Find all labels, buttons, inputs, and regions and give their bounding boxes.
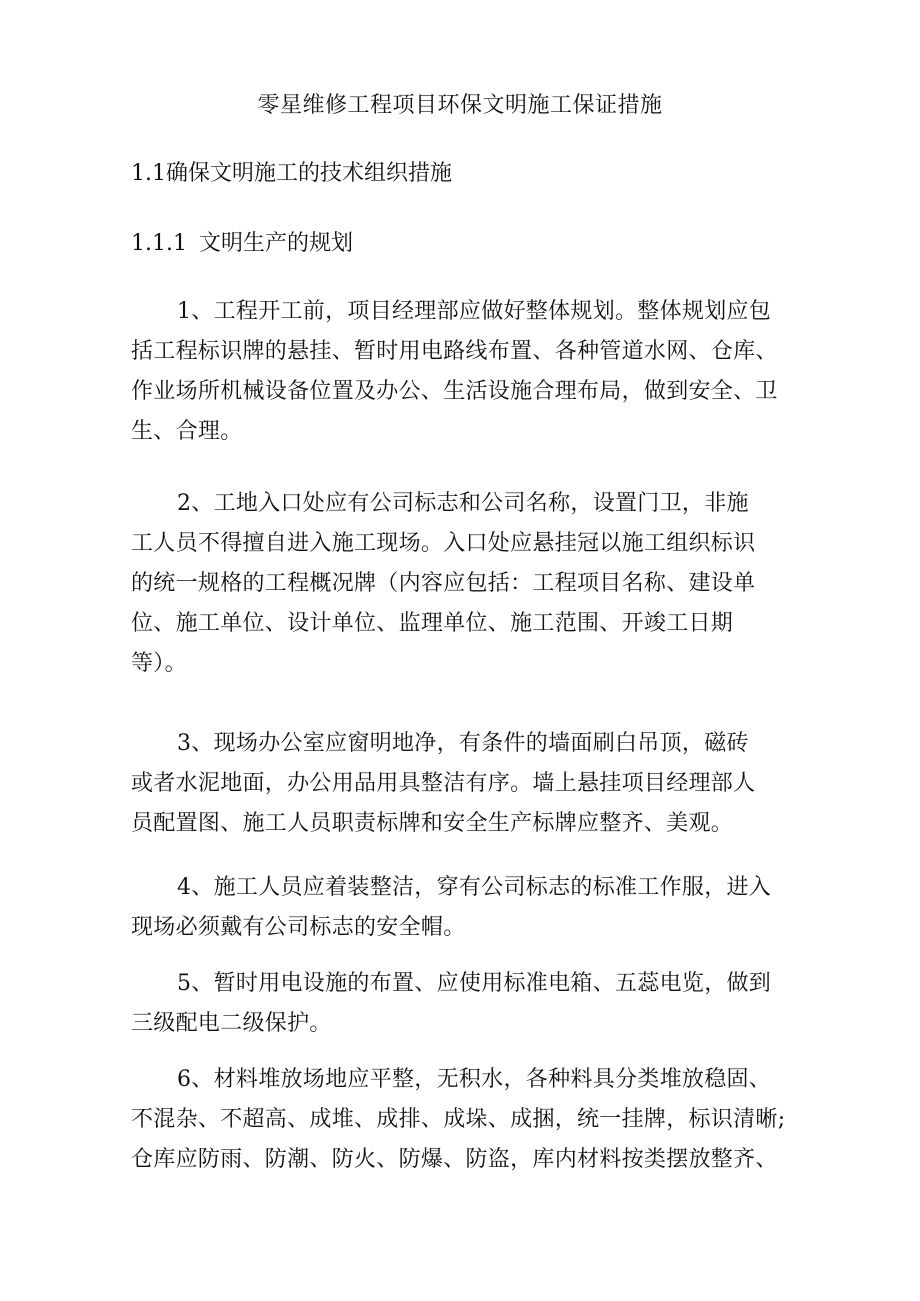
paragraph-line: 5、暂时用电设施的布置、应使用标准电箱、五蕊电览，做到: [177, 971, 772, 996]
paragraph-line: 括工程标识牌的悬挂、暂时用电路线布置、各种管道水网、仓库、: [131, 339, 778, 364]
paragraph-5: [131, 964, 811, 1044]
paragraph-line: 的统一规格的工程概况牌（内容应包括：工程项目名称、建设单: [131, 571, 756, 596]
paragraph-line: 或者水泥地面，办公用品用具整洁有序。墙上悬挂项目经理部人: [131, 771, 756, 796]
paragraph-line: 三级配电二级保护。: [131, 1011, 332, 1036]
paragraph-2: [131, 484, 811, 684]
section-heading: 1.1确保文明施工的技术组织措施: [131, 161, 452, 186]
paragraph-line: 等）。: [131, 651, 187, 676]
paragraph-line: 作业场所机械设备位置及办公、生活设施合理布局，做到安全、卫: [131, 379, 778, 404]
paragraph-line: 不混杂、不超高、成堆、成排、成垛、成捆，统一挂牌，标识清晰;: [131, 1107, 786, 1132]
document-title: 零星维修工程项目环保文明施工保证措施: [257, 93, 663, 118]
paragraph-line: 员配置图、施工人员职责标牌和安全生产标牌应整齐、美观。: [131, 811, 734, 836]
paragraph-3: [131, 724, 811, 844]
paragraph-line: 仓库应防雨、防潮、防火、防爆、防盗，库内材料按类摆放整齐、: [131, 1147, 778, 1172]
paragraph-line: 3、现场办公室应窗明地净，有条件的墙面刷白吊顶，磁砖: [177, 731, 749, 756]
paragraph-line: 6、材料堆放场地应平整，无积水，各种料具分类堆放稳固、: [177, 1067, 772, 1092]
paragraph-line: 4、施工人员应着装整洁，穿有公司标志的标准工作服，进入: [177, 875, 772, 900]
paragraph-line: 1、工程开工前，项目经理部应做好整体规划。整体规划应包: [177, 299, 772, 324]
paragraph-line: 2、工地入口处应有公司标志和公司名称，设置门卫，非施: [177, 491, 749, 516]
subsection-title: 文明生产的规划: [199, 231, 354, 256]
paragraph-line: 位、施工单位、设计单位、监理单位、施工范围、开竣工日期: [131, 611, 734, 636]
subsection-number: 1.1.1: [131, 231, 187, 256]
subsection-heading: [131, 226, 353, 262]
paragraph-4: [131, 868, 811, 948]
paragraph-1: [131, 292, 811, 452]
paragraph-line: 工人员不得擅自进入施工现场。入口处应悬挂冠以施工组织标识: [131, 531, 756, 556]
paragraph-line: 生、合理。: [131, 419, 243, 444]
paragraph-line: 现场必须戴有公司标志的安全帽。: [131, 915, 466, 940]
paragraph-6: [131, 1060, 811, 1180]
